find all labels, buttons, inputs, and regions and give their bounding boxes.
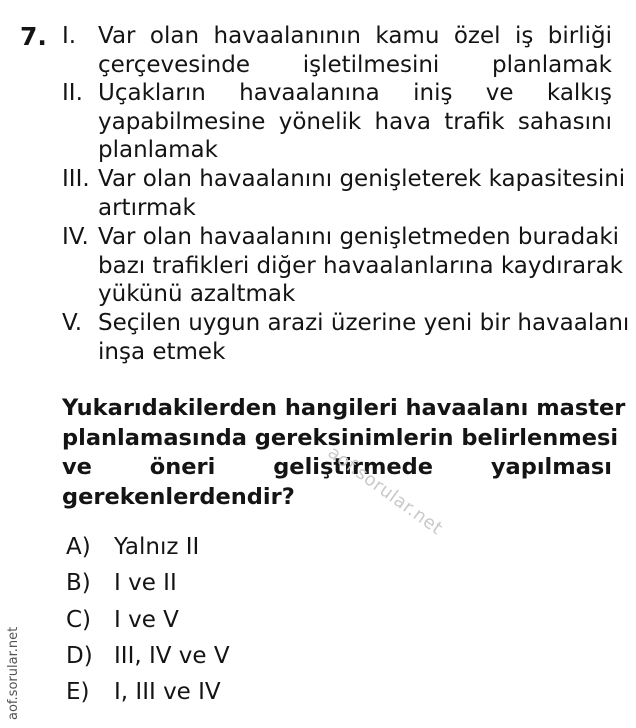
statement-line: Var olan havaalanını genişletmeden buradaki <box>98 224 620 250</box>
statement-numeral: I. <box>62 23 77 49</box>
statement-text <box>98 22 612 79</box>
statement-line: planlamak <box>98 137 218 163</box>
stem-line: planlamasında gereksinimlerin belirlenmesi <box>62 424 619 451</box>
stem-line: Yukarıdakilerden hangileri havaalanı master <box>62 395 626 421</box>
statement-line: yapabilmesine yönelik hava trafik sahasını <box>98 108 612 135</box>
statement-numeral: V. <box>62 310 83 336</box>
option-text: I, III ve IV <box>114 679 221 705</box>
statement-text <box>98 309 630 366</box>
statement-numeral: II. <box>62 80 83 106</box>
statement-text <box>98 223 623 309</box>
stem-line: ve öneri geliştirmede yapılması <box>62 454 612 480</box>
side-watermark: aof.sorular.net <box>6 626 21 720</box>
stem-line: gerekenlerdendir? <box>62 483 295 510</box>
question-number: 7. <box>20 22 47 51</box>
statement-line: Seçilen uygun arazi üzerine yeni bir havaalanı <box>98 310 630 336</box>
option-d[interactable] <box>66 642 230 670</box>
option-e[interactable] <box>66 678 221 706</box>
option-letter: E) <box>66 679 90 705</box>
option-c[interactable] <box>66 606 179 634</box>
statement-text <box>98 165 626 222</box>
option-letter: C) <box>66 607 92 633</box>
statement-line: artırmak <box>98 194 196 221</box>
statement-line: inşa etmek <box>98 338 226 365</box>
option-text: I ve II <box>114 570 177 596</box>
watermark: aof.sorular.net <box>323 442 447 540</box>
statement-numeral: III. <box>62 166 90 192</box>
option-text: Yalnız II <box>114 534 200 560</box>
statement-numeral: IV. <box>62 224 89 250</box>
option-text: I ve V <box>114 607 179 633</box>
option-letter: B) <box>66 570 91 596</box>
statement-line: Var olan havaalanını genişleterek kapasitesini <box>98 166 626 192</box>
statement-text <box>98 79 612 165</box>
statement-line: bazı trafikleri diğer havaalanlarına kaydırarak <box>98 252 623 279</box>
option-letter: D) <box>66 643 93 669</box>
statement-line: Var olan havaalanının kamu özel iş birliği <box>98 23 612 49</box>
option-letter: A) <box>66 534 91 560</box>
statement-line: yükünü azaltmak <box>98 281 296 307</box>
option-text: III, IV ve V <box>114 643 230 669</box>
option-b[interactable] <box>66 569 177 597</box>
statement-line: çerçevesinde işletilmesini planlamak <box>98 51 612 78</box>
option-a[interactable] <box>66 533 199 561</box>
statement-line: Uçakların havaalanına iniş ve kalkış <box>98 80 612 106</box>
